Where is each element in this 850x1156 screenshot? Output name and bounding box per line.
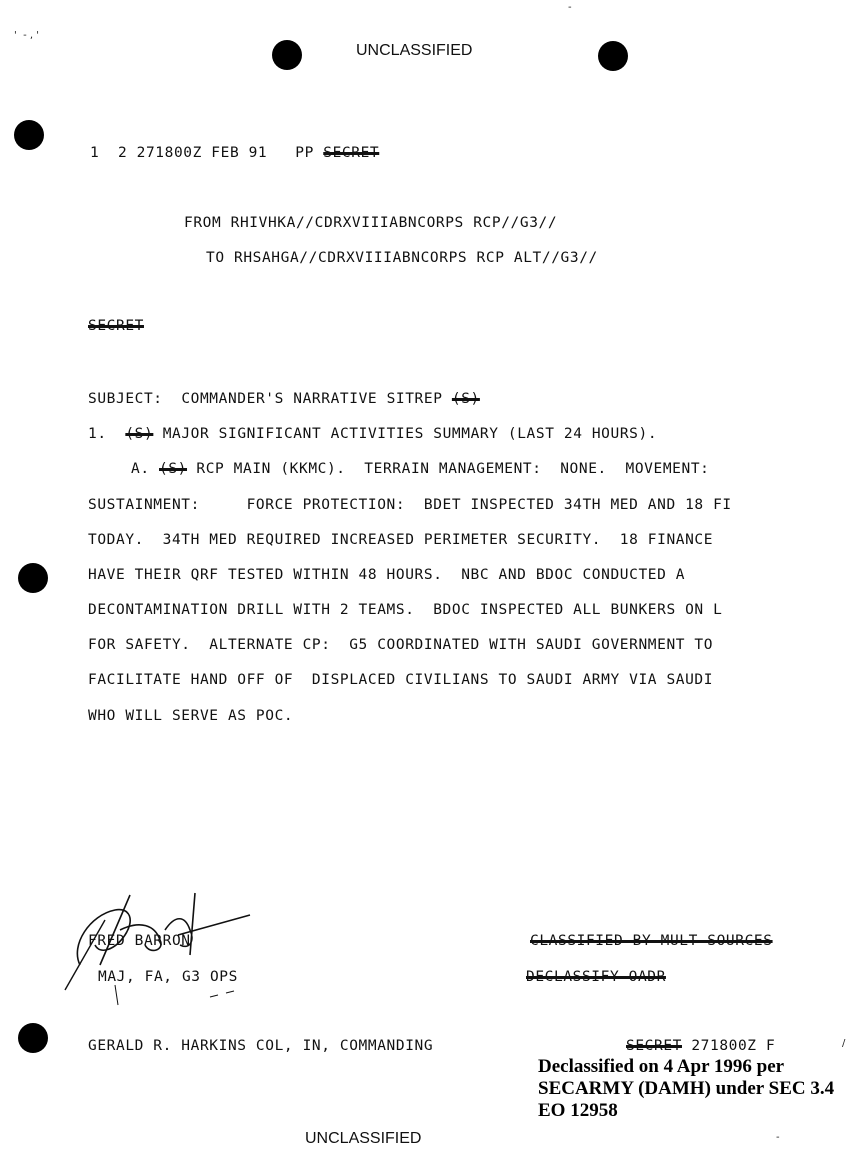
declass-line: EO 12958 xyxy=(538,1100,618,1121)
struck-classification: SECRET xyxy=(626,1038,682,1054)
item-1 xyxy=(88,426,657,442)
declass-line: Declassified on 4 Apr 1996 per xyxy=(538,1056,785,1077)
item-text: MAJOR SIGNIFICANT ACTIVITIES SUMMARY (LAST 24 HOURS). xyxy=(162,426,658,442)
top-classification: UNCLASSIFIED xyxy=(356,42,473,59)
body-line: WHO WILL SERVE AS POC. xyxy=(88,708,294,724)
item-text: RCP MAIN (KKMC). TERRAIN MANAGEMENT: NONE. MOVEMENT: xyxy=(196,461,710,477)
scan-speck: - xyxy=(568,2,572,13)
punch-hole xyxy=(14,120,44,150)
classified-by: CLASSIFIED BY MULT SOURCES xyxy=(530,933,773,949)
body-line: DECONTAMINATION DRILL WITH 2 TEAMS. BDOC INSPECTED ALL BUNKERS ON L xyxy=(88,602,723,618)
body-line: TODAY. 34TH MED REQUIRED INCREASED PERIMETER SECURITY. 18 FINANCE xyxy=(88,532,714,548)
body-line: SUSTAINMENT: FORCE PROTECTION: BDET INSPECTED 34TH MED AND 18 FI xyxy=(88,497,732,513)
body-line: FOR SAFETY. ALTERNATE CP: G5 COORDINATED WITH SAUDI GOVERNMENT TO xyxy=(88,637,714,653)
declassify-instruction: DECLASSIFY OADR xyxy=(526,969,666,985)
item-number: 1. xyxy=(88,426,107,442)
footer-dtg xyxy=(626,1038,775,1054)
struck-marking: (S) xyxy=(125,426,154,442)
signer-title: MAJ, FA, G3 OPS xyxy=(98,969,238,985)
punch-hole xyxy=(598,41,628,71)
subject-line xyxy=(88,391,480,407)
scan-speck: ' - , ' xyxy=(14,30,39,41)
signer-name: FRED BARRON xyxy=(88,933,191,949)
punch-hole xyxy=(18,1023,48,1053)
item-number: A. xyxy=(131,461,150,477)
bottom-classification: UNCLASSIFIED xyxy=(305,1130,422,1147)
scan-speck: - xyxy=(776,1132,780,1143)
struck-classification: SECRET xyxy=(323,145,380,161)
message-header-line xyxy=(90,145,379,161)
declassification-stamp xyxy=(538,1056,834,1122)
from-line: FROM RHIVHKA//CDRXVIIIABNCORPS RCP//G3// xyxy=(184,215,558,231)
handwritten-signature xyxy=(60,885,260,1010)
subject-label: SUBJECT: xyxy=(88,391,163,407)
body-line: FACILITATE HAND OFF OF DISPLACED CIVILIANS TO SAUDI ARMY VIA SAUDI xyxy=(88,672,714,688)
struck-marking: (S) xyxy=(451,391,480,407)
subject-text: COMMANDER'S NARRATIVE SITREP xyxy=(181,391,443,407)
item-1a xyxy=(131,461,710,477)
punch-hole xyxy=(272,40,302,70)
punch-hole xyxy=(18,563,48,593)
struck-marking: (S) xyxy=(159,461,188,477)
message-dtg: 1 2 271800Z FEB 91 PP xyxy=(90,145,314,161)
scan-speck: / xyxy=(842,1038,846,1049)
dtg-text: 271800Z F xyxy=(691,1038,776,1054)
declass-line: SECARMY (DAMH) under SEC 3.4 xyxy=(538,1078,835,1099)
body-line: HAVE THEIR QRF TESTED WITHIN 48 HOURS. NBC AND BDOC CONDUCTED A xyxy=(88,567,686,583)
commander-line: GERALD R. HARKINS COL, IN, COMMANDING xyxy=(88,1038,434,1054)
to-line: TO RHSAHGA//CDRXVIIIABNCORPS RCP ALT//G3// xyxy=(206,250,598,266)
struck-classification-marking: SECRET xyxy=(88,318,144,334)
